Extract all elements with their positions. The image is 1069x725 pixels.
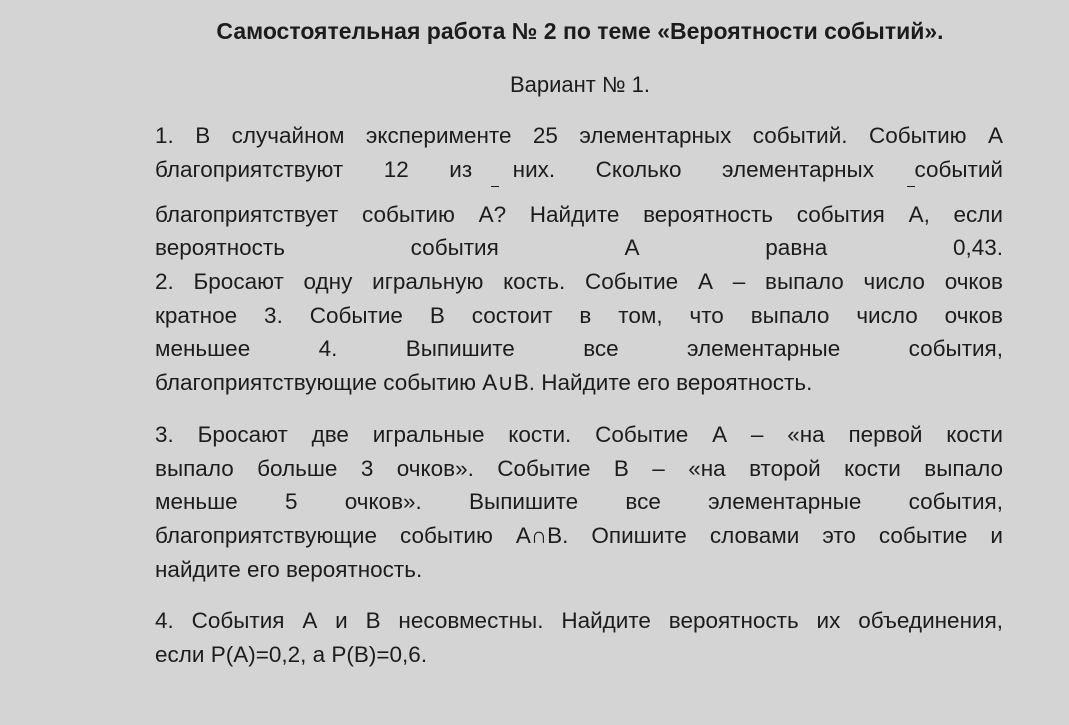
task-3-line-3: меньше 5 очков». Выпишите все элементарные события, (155, 489, 1003, 514)
task-4-line-2: если Р(А)=0,2, а Р(В)=0,6. (155, 642, 428, 667)
event-a-symbol: A (908, 202, 924, 227)
task-3-line-2: выпало больше 3 очков». Событие В – «на второй кости выпало (155, 456, 1003, 481)
task-2-line-1: 2. Бросают одну игральную кость. Событие А – выпало число очков (155, 269, 1003, 294)
task-3-line-4 (155, 522, 1003, 550)
task-4-line-1: 4. События А и В несовместны. Найдите вероятность их объединения, (155, 608, 1003, 633)
task-1-line-3 (155, 201, 1003, 229)
task-1-line-4: вероятность события А равна 0,43. (155, 235, 1003, 260)
page-title: Самостоятельная работа № 2 по теме «Вероятности событий». (216, 18, 944, 44)
task-1-line-3-text-b: ? Найдите вероятность события (493, 202, 909, 227)
task-3-line-4-text-a: благоприятствующие событию А (155, 523, 531, 548)
union-symbol: ∪ (497, 370, 514, 395)
task-3-line-4-text-b: В. Опишите словами это событие и (547, 523, 1003, 548)
overbar-mark (907, 186, 915, 187)
task-2-line-4-text-b: В. Найдите его вероятность. (513, 370, 813, 395)
task-2-line-2: кратное 3. Событие В состоит в том, что выпало число очков (155, 303, 1003, 328)
task-2-line-4 (155, 369, 1003, 397)
variant-heading: Вариант № 1. (509, 72, 651, 97)
overbar-mark (491, 186, 499, 187)
task-3-line-1: 3. Бросают две игральные кости. Событие А – «на первой кости (155, 422, 1003, 447)
task-1-line-1: 1. В случайном эксперименте 25 элементарных событий. Событию А (155, 123, 1003, 148)
task-2-line-3: меньшее 4. Выпишите все элементарные события, (155, 336, 1003, 361)
task-1-line-2: благоприятствуют 12 из них. Сколько элементарных событий (155, 157, 1003, 182)
complement-event-a: A (478, 202, 494, 227)
task-1-line-3-text-c: , если (923, 202, 1004, 227)
task-2-line-4-text-a: благоприятствующие событию А (155, 370, 498, 395)
task-3-line-5: найдите его вероятность. (155, 557, 423, 582)
intersection-symbol: ∩ (530, 523, 548, 548)
task-1-line-3-text-a: благоприятствует событию (155, 202, 479, 227)
